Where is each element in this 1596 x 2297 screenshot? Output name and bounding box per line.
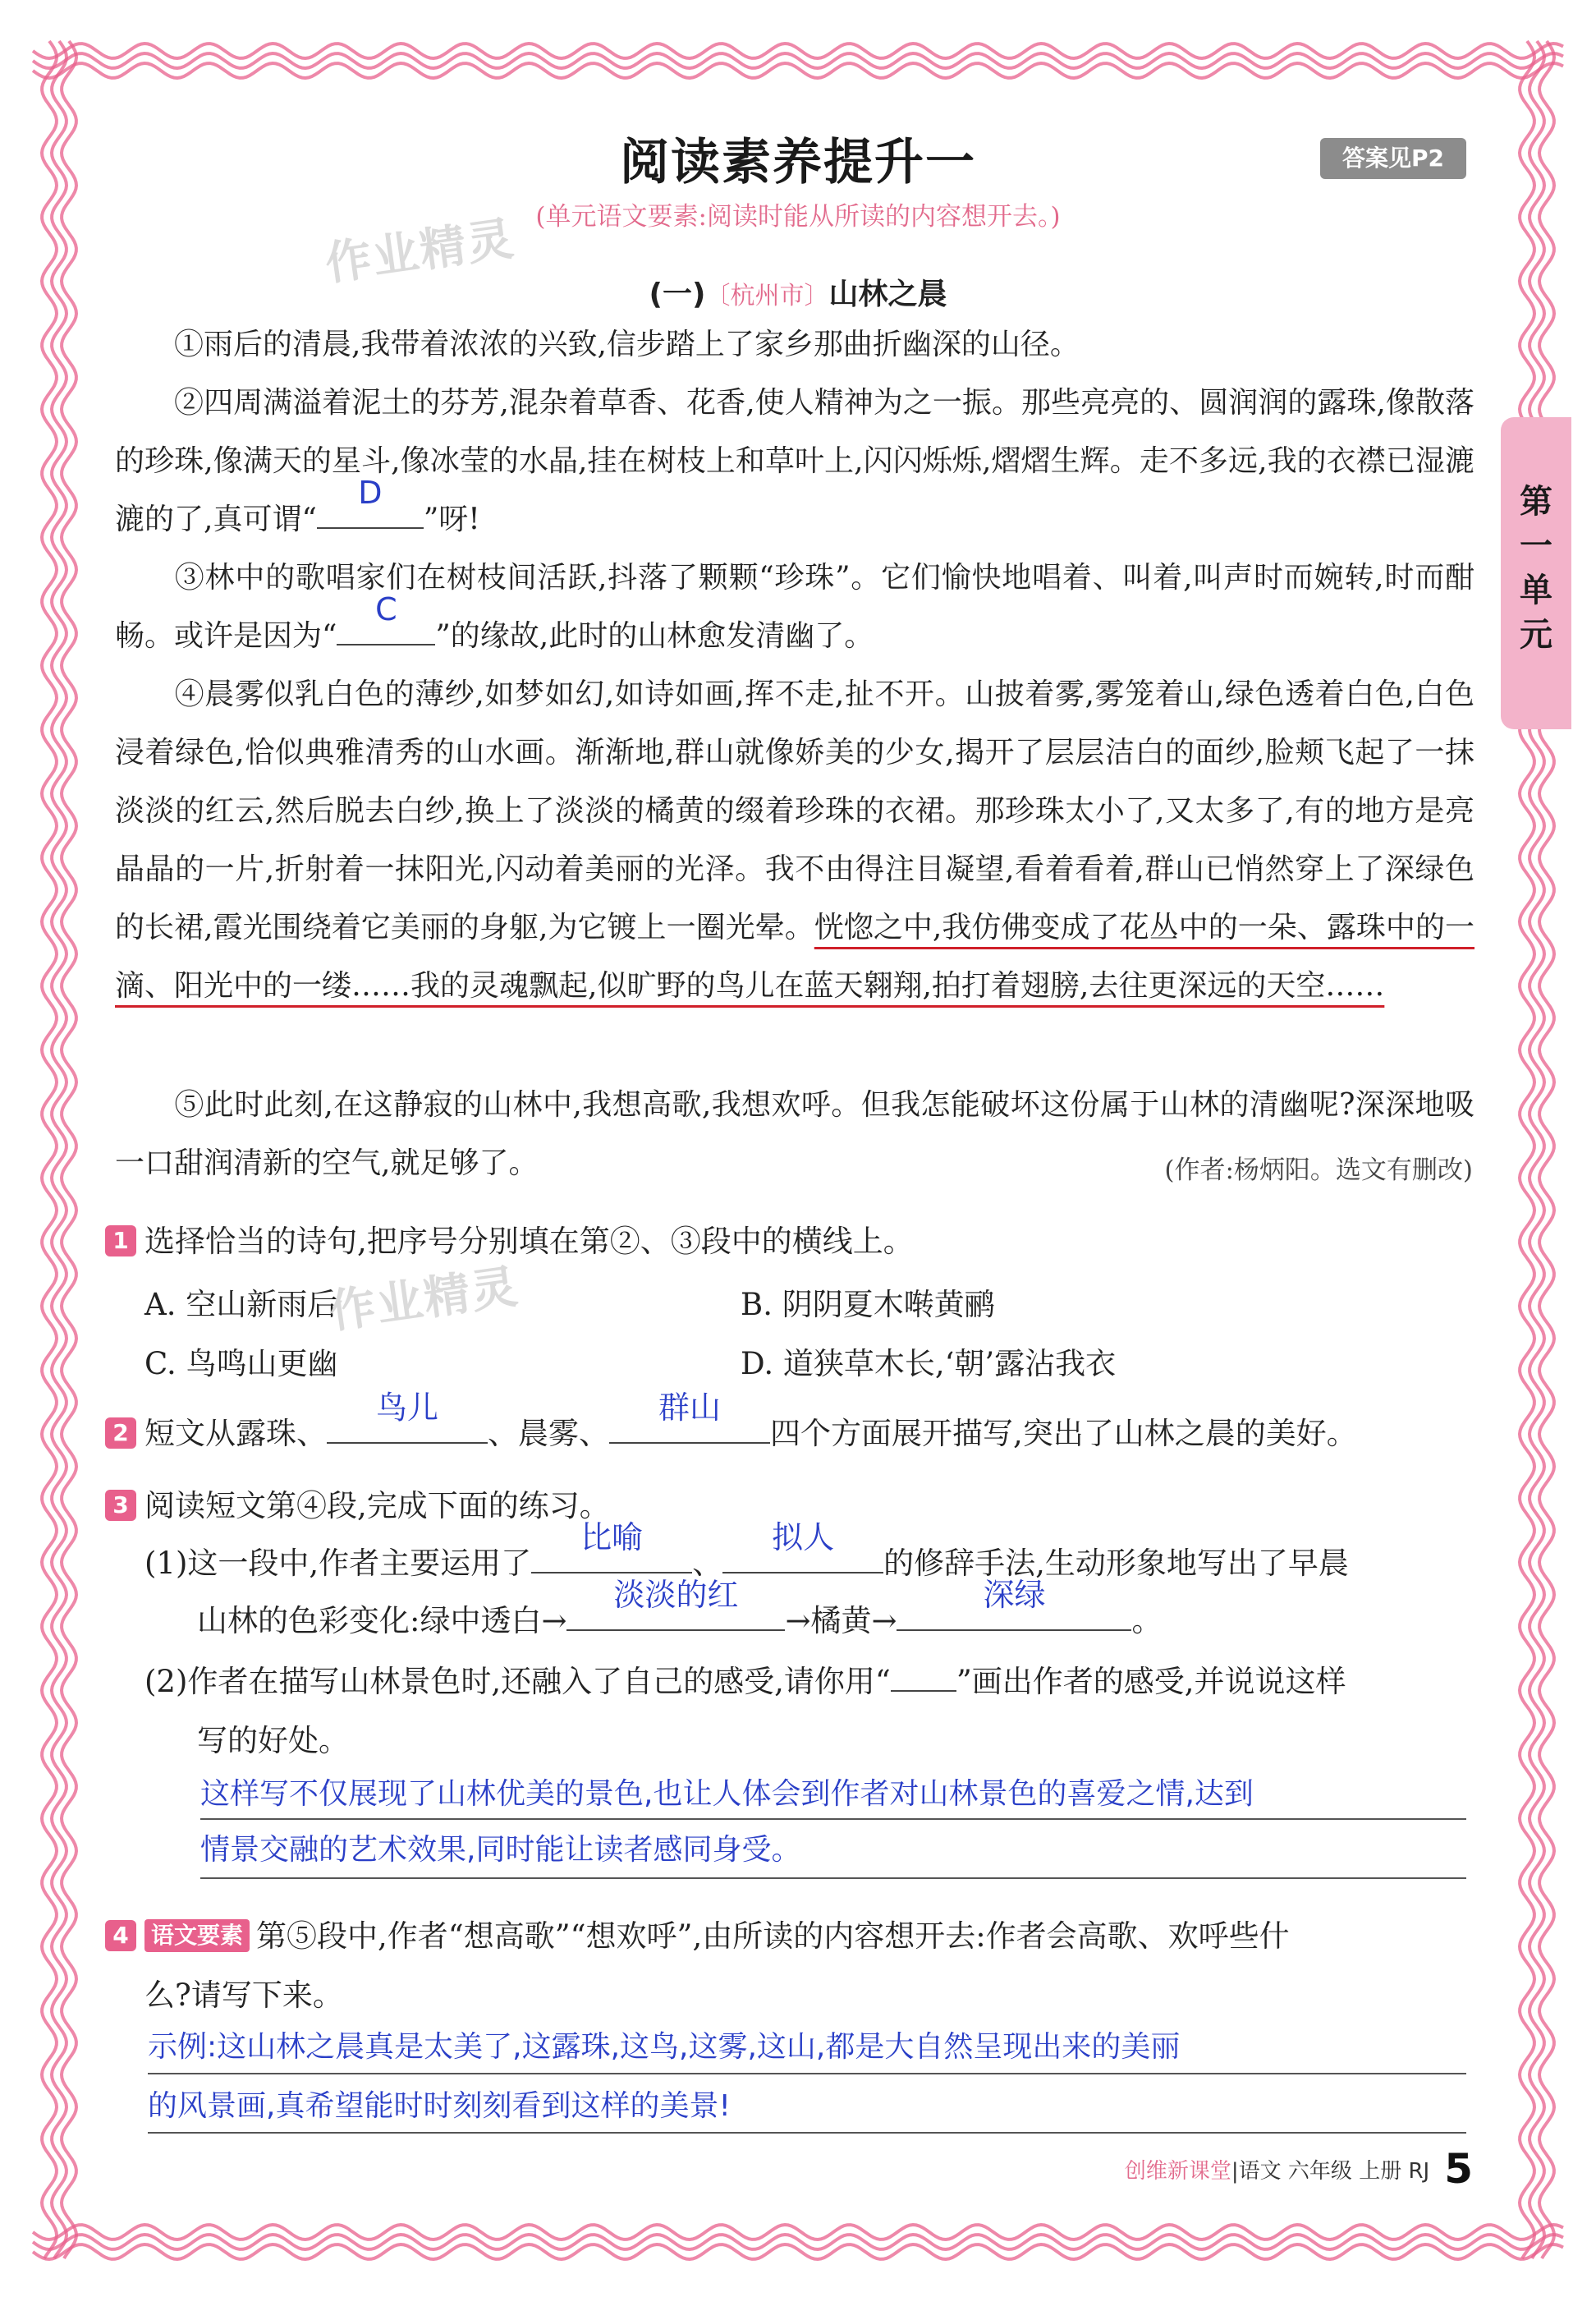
watermark: 作业精灵 (322, 212, 519, 292)
unit-tab-char-1: 第 (1520, 483, 1552, 521)
border-wave-line (62, 41, 76, 2258)
paragraph-3-end: ”的缘故,此时的山林愈发清幽了。 (435, 619, 874, 653)
q3-blank-4[interactable] (897, 1577, 1131, 1631)
paragraph-3-text: ③林中的歌唱家们在树枝间活跃,抖落了颗颗“珍珠”。它们愉快地唱着、叫着,叫声时而婉转,时而酣畅。或许是因为“ (115, 561, 1474, 653)
q3-part-1-text-5: →橘黄→ (785, 1603, 897, 1638)
q3-blank-3[interactable] (566, 1577, 785, 1631)
author-note: (作者:杨炳阳。选文有删改) (1164, 1155, 1473, 1185)
q3-part-2-answer-line-1[interactable]: 这样写不仅展现了山林优美的景色,也让人体会到作者对山林景色的喜爱之情,达到 (200, 1777, 1254, 1811)
blank-2-answer: D (358, 475, 383, 511)
question-3-part-2 (144, 1652, 1346, 1711)
footer-book-info: 语文 六年级 上册 RJ (1238, 2159, 1430, 2184)
border-wave-line (33, 53, 1563, 68)
border-wave-line (33, 2225, 1563, 2240)
question-2-answer-1: 鸟儿 (375, 1390, 438, 1426)
question-4-number: 4 (105, 1920, 136, 1951)
border-wave-line (1539, 41, 1554, 2258)
q4-answer-line-2[interactable]: 的风景画,真希望能时时刻刻看到这样的美景! (148, 2089, 731, 2123)
q4-answer-rule-1 (148, 2073, 1466, 2074)
question-3-part-1-line-2 (197, 1577, 1163, 1650)
watermark-2: 作业精灵 (326, 1260, 523, 1339)
paragraph-2-text: ②四周满溢着泥土的芬芳,混杂着草香、花香,使人精神为之一振。那些亮亮的、圆润润的露珠,像散落的珍珠,像满天的星斗,像冰莹的水晶,挂在树枝上和草叶上,闪闪烁烁,熠熠生辉。走不多远,我的衣襟已湿漉漉的了,真可谓“ (115, 386, 1474, 536)
q3-answer-3: 淡淡的红 (613, 1577, 739, 1613)
question-2-blank-2[interactable] (609, 1390, 770, 1444)
border-wave-line (52, 41, 66, 2258)
question-2-text-3: 四个方面展开描写,突出了山林之晨的美好。 (770, 1416, 1357, 1451)
q3-part-2-text-2: ”画出作者的感受,并说说这样 (956, 1664, 1346, 1699)
q3-answer-1: 比喻 (580, 1519, 644, 1555)
q3-part-1-text-1: (1)这一段中,作者主要运用了 (144, 1546, 532, 1581)
question-2 (105, 1390, 1357, 1463)
question-3-number: 3 (105, 1490, 136, 1521)
q3-answer-2: 拟人 (772, 1519, 835, 1555)
border-wave-line (1520, 41, 1534, 2258)
question-4-text-1: 第⑤段中,作者“想高歌”“想欢呼”,由所读的内容想开去:作者会高歌、欢呼些什 (256, 1918, 1290, 1954)
question-4 (105, 1907, 1290, 1965)
footer-brand: 创维新课堂 (1124, 2159, 1231, 2184)
border-wave-line (1530, 41, 1544, 2258)
question-1-text: 选择恰当的诗句,把序号分别填在第②、③段中的横线上。 (144, 1224, 914, 1259)
unit-requirement: (单元语文要素:阅读时能从所读的内容想开去。) (535, 202, 1061, 232)
unit-tab-char-2: 一 (1520, 527, 1552, 565)
answer-reference-badge: 答案见P2 (1320, 138, 1466, 179)
blank-2[interactable] (317, 475, 424, 529)
q4-answer-line-1[interactable]: 示例:这山林之晨真是太美了,这露珠,这鸟,这雾,这山,都是大自然呈现出来的美丽 (148, 2030, 1181, 2064)
page-number: 5 (1444, 2145, 1473, 2193)
q3-part-1-text-4: 山林的色彩变化:绿中透白→ (197, 1603, 567, 1638)
language-element-tag: 语文要素 (144, 1919, 250, 1952)
paragraph-1 (115, 315, 1474, 374)
paragraph-2 (115, 374, 1474, 549)
border-wave-line (33, 63, 1563, 78)
option-a: A. 空山新雨后 (144, 1287, 338, 1322)
q3-part-1-text-2: 、 (692, 1546, 723, 1581)
option-c: C. 鸟鸣山更幽 (144, 1346, 338, 1381)
question-2-text-1: 短文从露珠、 (144, 1416, 327, 1451)
q3-part-2-line-2: 写的好处。 (197, 1723, 349, 1758)
passage-source-tag: 〔杭州市〕 (705, 282, 829, 310)
option-d: D. 道狭草木长,‘朝’露沾我衣 (741, 1346, 1117, 1381)
q3-answer-rule-2 (200, 1877, 1466, 1879)
paragraph-1-text: ①雨后的清晨,我带着浓浓的兴致,信步踏上了家乡那曲折幽深的山径。 (174, 328, 1080, 361)
question-2-text-2: 、晨雾、 (488, 1416, 609, 1451)
passage-heading (0, 271, 1596, 313)
q3-underline-sample (891, 1657, 956, 1692)
border-wave-line (33, 44, 1563, 58)
blank-3-answer: C (375, 591, 397, 627)
page-footer (1125, 2145, 1473, 2193)
unit-tab-char-4: 元 (1520, 616, 1552, 654)
paragraph-3 (115, 549, 1474, 665)
unit-tab-char-3: 单 (1520, 572, 1552, 609)
question-2-number: 2 (105, 1417, 136, 1449)
paragraph-5-text: ⑤此时此刻,在这静寂的山林中,我想高歌,我想欢呼。但我怎能破坏这份属于山林的清幽呢?深深地吸一口甜润清新的空气,就足够了。 (115, 1088, 1474, 1180)
question-2-answer-2: 群山 (658, 1390, 721, 1426)
question-2-blank-1[interactable] (327, 1390, 488, 1444)
q3-answer-rule-1 (200, 1818, 1466, 1820)
option-b: B. 阴阴夏木啭黄鹂 (741, 1287, 995, 1322)
question-3-text: 阅读短文第④段,完成下面的练习。 (144, 1488, 610, 1523)
underlined-feeling-sentence: 恍惚之中,我仿佛变成了花丛中的一朵、露珠中的一滴、阳光中的一缕……我的灵魂飘起,似旷野的鸟儿在蓝天翱翔,拍打着翅膀,去往更深远的天空…… (115, 911, 1475, 1003)
border-wave-line (33, 2244, 1563, 2259)
paragraph-4-text: ④晨雾似乳白色的薄纱,如梦如幻,如诗如画,挥不走,扯不开。山披着雾,雾笼着山,绿色透着白色,白色浸着绿色,恰似典雅清秀的山水画。渐渐地,群山就像娇美的少女,揭开了层层洁白的面纱,脸颊飞起了一抹淡淡的红云,然后脱去白纱,换上了淡淡的橘黄的缀着珍珠的衣裙。那珍珠太小了,又太多了,有的地方是亮晶晶的一片,折射着一抹阳光,闪动着美丽的光泽。我不由得注目凝望,看着看着,群山已悄然穿上了深绿色的长裙,霞光围绕着它美丽的身躯,为它镀上一圈光晕。 (115, 678, 1474, 944)
question-1-number: 1 (105, 1225, 136, 1256)
unit-side-tab (1501, 417, 1571, 729)
q3-part-2-answer-line-2[interactable]: 情景交融的艺术效果,同时能让读者感同身受。 (200, 1833, 801, 1867)
question-4-line-2: 么?请写下来。 (144, 1978, 343, 2013)
q3-part-1-text-6: 。 (1131, 1603, 1163, 1638)
q4-answer-rule-2 (148, 2132, 1466, 2134)
q3-part-1-text-3: 的修辞手法,生动形象地写出了早晨 (883, 1546, 1349, 1581)
border-wave-line (42, 41, 57, 2258)
paragraph-4 (115, 665, 1474, 1015)
border-wave-line (33, 2235, 1563, 2249)
q3-answer-4: 深绿 (983, 1577, 1046, 1613)
passage-number: (一) (649, 278, 706, 311)
page-title: 阅读素养提升一 (620, 134, 976, 191)
q3-part-2-text-1: (2)作者在描写山林景色时,还融入了自己的感受,请你用“ (144, 1664, 891, 1699)
footer-separator: | (1231, 2159, 1239, 2184)
paragraph-2-end: ”呀! (423, 503, 480, 536)
passage-title: 山林之晨 (828, 278, 947, 311)
blank-3[interactable] (337, 591, 435, 645)
